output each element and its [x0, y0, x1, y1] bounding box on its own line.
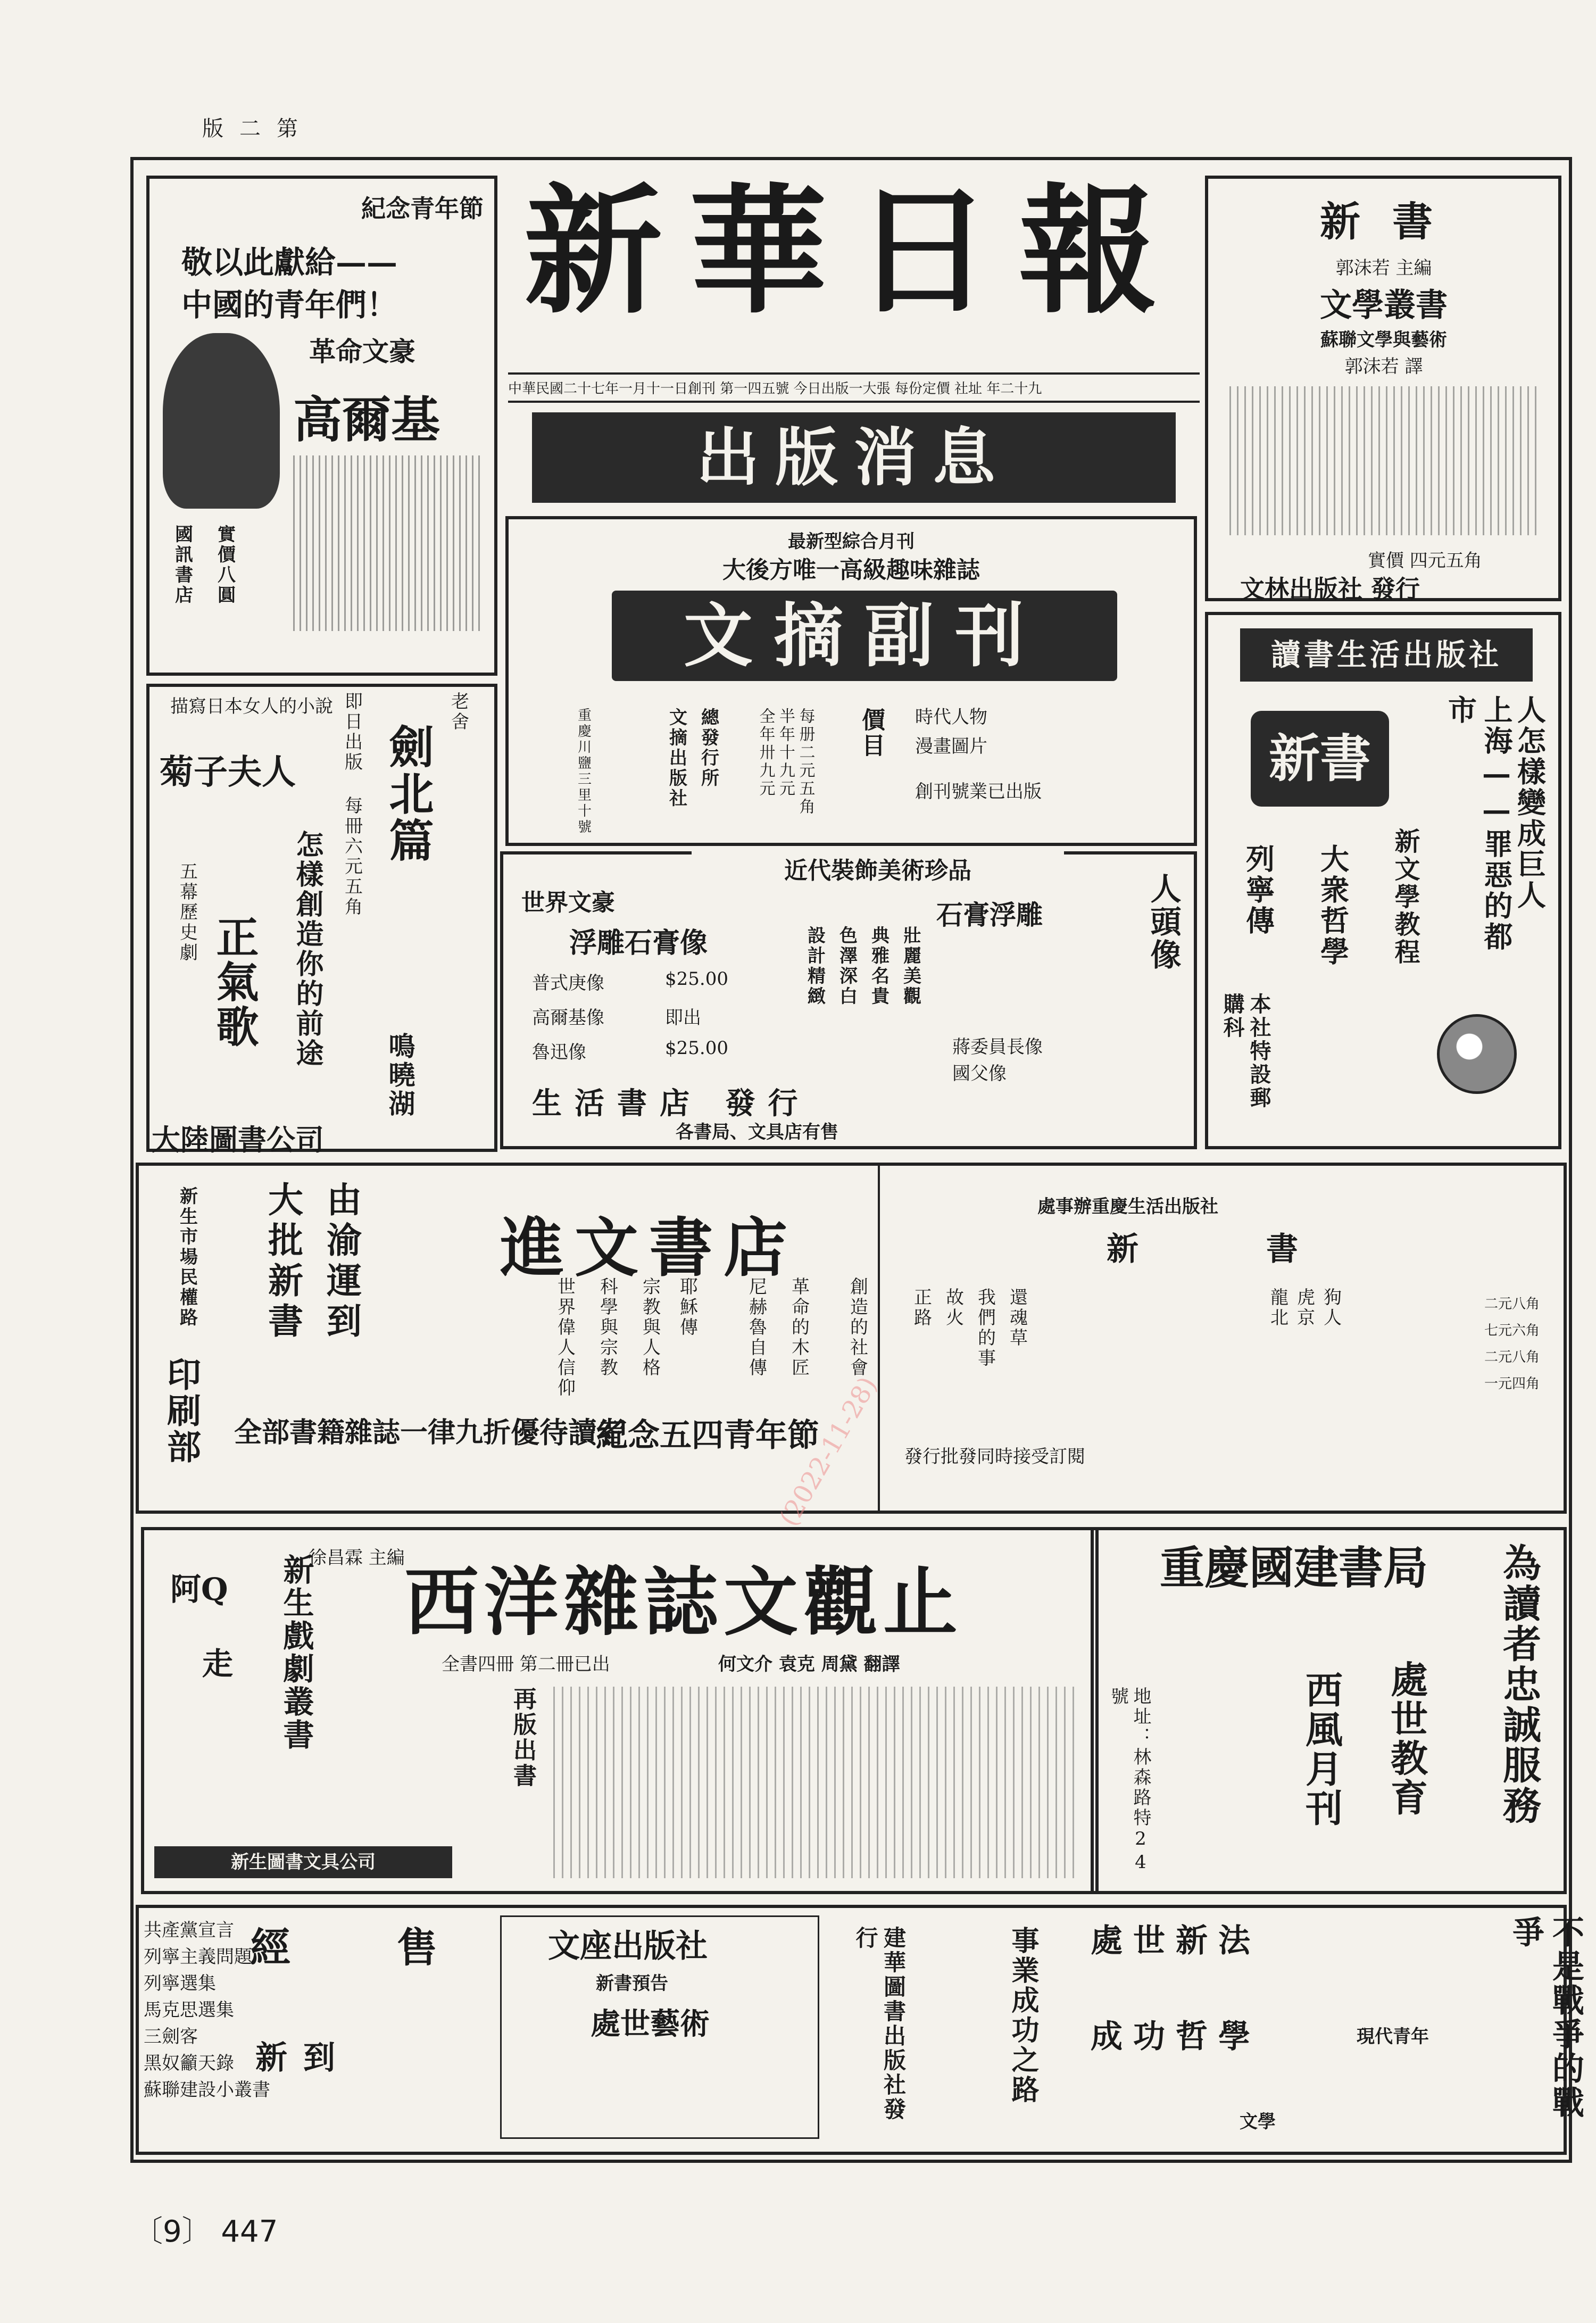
jing-heading: 經售 [250, 1924, 544, 1971]
jing-6: 黑奴籲天錄 [144, 2053, 234, 2074]
art-left-title: 世界文豪 [521, 889, 615, 916]
chuangzao-title: 怎樣創造你的前途 [291, 830, 323, 1068]
art-left-item-3: 魯迅像 [532, 1042, 586, 1063]
right-newbooks-line2: 文學叢書 [1320, 287, 1448, 324]
wenzhai-contents-2: 漫畫圖片 [915, 736, 987, 757]
art-left-price-2: 即出 [665, 1007, 701, 1028]
jinwen-label-2: 大批新書 [262, 1181, 304, 1343]
right-newbooks-line1: 郭沫若 主編 [1335, 258, 1432, 279]
xindao: 新到 [255, 2039, 351, 2077]
xiyang-aq: 阿Q [170, 1571, 228, 1607]
memorial-price: 實價八圓 [214, 525, 236, 605]
chongqing-title: 重慶國建書局 [1160, 1541, 1428, 1594]
dushu-t3: 新文學教程 [1390, 828, 1420, 966]
bio-name: 高爾基 [293, 391, 440, 449]
masthead-title: 新華日報 [524, 170, 1184, 333]
shenghuo-price-1: 二元八角 [1484, 1296, 1540, 1312]
art-feature-4: 設計精緻 [804, 926, 826, 1007]
jinwen-sub-2: 革命的木匠 [788, 1277, 810, 1378]
wenzhai-dist: 文摘出版社 [666, 708, 687, 809]
wenzhai-tagline: 大後方唯一高級趣味雜誌 [722, 557, 980, 584]
jinwen-sub-4: 耶穌傳 [676, 1277, 698, 1338]
jianhua: 建華圖書出版社發行 [852, 1926, 907, 2122]
jinwen-address: 新生市場民權路 [176, 1187, 198, 1328]
wenxue: 文學 [1240, 2111, 1276, 2133]
right-newbooks-panel [1205, 176, 1561, 601]
zhengqi-sub: 五幕歷史劇 [176, 862, 198, 963]
chongqing-m2: 處世教育 [1384, 1660, 1429, 1818]
art-sold-at: 各書局、文具店有售 [676, 1122, 838, 1143]
art-left-item-1: 普式庚像 [532, 973, 604, 994]
wenzhai-contents-3: 創刊號業已出版 [915, 781, 1042, 802]
xiyang-text [553, 1687, 1075, 1878]
jing-1: 共產黨宣言 [144, 1920, 234, 1941]
wenzhai-tagline-small: 最新型綜合月刊 [788, 531, 915, 552]
jinwen-slogan-2: 優待讀者 [511, 1415, 626, 1449]
xiyang-sub: 何文介 袁克 周黛 翻譯 [718, 1654, 900, 1675]
jinwen-print: 印刷部 [161, 1357, 201, 1465]
wenzuo-book: 處世藝術 [591, 2006, 710, 2042]
masthead-dateline: 中華民國二十七年一月十一日創刊 第一四五號 今日出版一大張 每份定價 社址 年二十九 [508, 372, 1200, 403]
jianbei-note: 即日出版 每冊六元五角 [341, 692, 363, 917]
portrait-image [163, 333, 280, 509]
jinwen-shop: 進文書店 [500, 1210, 798, 1285]
art-left-price-3: $25.00 [665, 1038, 728, 1059]
shenghuo-book-2: 虎京 [1293, 1288, 1315, 1328]
jinwen-slogan-3: 全部書籍雜誌一律九折 [234, 1416, 511, 1449]
kikuko-sub: 描寫日本女人的小說 [170, 696, 333, 717]
chushi-title: 處世新法 [1091, 1922, 1261, 1960]
right-newbooks-line3: 蘇聯文學與藝術 [1320, 329, 1447, 351]
chongqing-m1: 西風月刊 [1299, 1671, 1344, 1828]
xiyang-drama-ed: 徐昌霖 主編 [309, 1547, 405, 1569]
xiyang-note: 全書四冊 第二冊已出 [442, 1654, 610, 1675]
top-header-left: 版二第 [202, 117, 314, 141]
dalu-publisher: 大陸圖書公司 [152, 1123, 324, 1157]
jing-7: 蘇聯建設小叢書 [144, 2079, 270, 2101]
xiyang-reprint: 再版出書 [509, 1687, 536, 1789]
wenzhai-title: 文摘副刊 [612, 591, 1117, 681]
xiyang-bottom: 新生圖書文具公司 [154, 1846, 452, 1878]
right-newbooks-text [1229, 386, 1538, 535]
jinwen-label-1: 由渝運到 [320, 1181, 362, 1343]
xiandai: 現代青年 [1357, 2026, 1429, 2047]
jing-5: 三劍客 [144, 2026, 198, 2047]
chongqing-addr: 地址：林森路特24號 [1107, 1687, 1151, 1875]
kikuko-title: 菊子夫人 [160, 752, 296, 792]
shenghuo-book-3: 龍北 [1267, 1288, 1289, 1328]
xiyang-title: 西洋雜誌文觀止 [404, 1559, 963, 1646]
shenghuo-book-5: 我們的事 [974, 1288, 996, 1368]
dushu-service: 本社特設郵購科 [1220, 993, 1271, 1110]
jinwen-sub-5: 宗教與人格 [639, 1277, 661, 1378]
bio-title: 革命文豪 [309, 336, 415, 367]
shenghuo-badge: 新書 [1107, 1231, 1426, 1268]
memorial-heading: 紀念青年節 [361, 194, 484, 223]
dushu-panel [1205, 612, 1561, 1149]
art-right-item-2: 國父像 [952, 1063, 1007, 1084]
zhengqi-title: 正氣歌 [209, 915, 259, 1049]
dushu-heading: 讀書生活出版社 [1240, 628, 1533, 682]
wenzuo-title: 文座出版社 [548, 1928, 708, 1965]
watermark: (2022-11-28) [774, 1371, 883, 1532]
chenggong: 成功哲學 [1091, 2018, 1261, 2055]
art-feature-1: 壯麗美觀 [900, 926, 921, 1007]
xiaohu-title: 鳴曉湖 [384, 1032, 416, 1118]
wenzhai-price-label: 價目 [858, 708, 885, 759]
jinwen-sub-1: 創造的社會 [846, 1277, 868, 1378]
right-newbooks-line4: 郭沫若 譯 [1344, 356, 1423, 377]
dushu-t5: 列寧傳 [1241, 844, 1276, 936]
wenzhai-address: 重慶川鹽三里十號 [575, 708, 592, 835]
jianbei-author: 老舍 [447, 692, 469, 732]
jinwen-sub-7: 世界偉人信仰 [554, 1277, 576, 1398]
shenghuo-price-4: 一元四角 [1484, 1376, 1540, 1392]
jing-3: 列寧選集 [144, 1973, 216, 1994]
dushu-ball-icon [1437, 1014, 1517, 1094]
xiyang-zou: 走 [202, 1646, 234, 1682]
jianbei-title: 劍北篇 [382, 724, 435, 864]
wenzuo-sub: 新書預告 [596, 1973, 668, 1994]
jinwen-slogan-1b: 紀念五四青年節 [596, 1417, 819, 1454]
memorial-line-1: 敬以此獻給—— [181, 244, 398, 280]
memorial-line-2: 中國的青年們！ [181, 287, 398, 323]
shenghuo-book-4: 還魂草 [1006, 1288, 1028, 1348]
shenghuo-book-6: 故火 [942, 1288, 964, 1328]
shenghuo-heading: 處事辦重慶生活出版社 [1037, 1196, 1218, 1217]
art-right-title: 人頭像 [1145, 873, 1182, 972]
art-feature-3: 色澤深白 [836, 926, 858, 1007]
art-feature-2: 典雅名貴 [868, 926, 890, 1007]
right-newbooks-publisher: 文林出版社 發行 [1240, 575, 1420, 603]
jinwen-sub-6: 科學與宗教 [596, 1277, 618, 1378]
art-left-sub: 浮雕石膏像 [569, 927, 708, 959]
page-number: 〔9〕 447 [133, 2214, 278, 2249]
right-newbooks-price: 實價 四元五角 [1368, 550, 1482, 571]
art-right-sub: 石膏浮雕 [936, 899, 1043, 931]
memorial-publisher: 國訊書店 [171, 525, 193, 605]
jing-4: 馬克思選集 [144, 2000, 234, 2021]
wenzhai-price: 每册二元五角 半年十九元 全年卅九元 [756, 708, 815, 816]
xiyang-drama: 新生戲劇叢書 [278, 1554, 314, 1752]
not-war: 不是戰爭的戰爭 [1507, 1915, 1584, 2120]
art-left-item-2: 高爾基像 [532, 1007, 604, 1028]
dushu-t2: 上海——罪惡的都市 [1443, 695, 1514, 952]
art-left-price-1: $25.00 [665, 968, 728, 990]
shenghuo-book-7: 正路 [910, 1288, 932, 1328]
dushu-t4: 大衆哲學 [1316, 844, 1350, 967]
shenghuo-footer: 發行批發同時接受訂閱 [904, 1446, 1085, 1467]
shiye: 事業成功之路 [1007, 1926, 1039, 2105]
wenzhai-dist-label: 總發行所 [697, 708, 719, 789]
dushu-badge: 新書 [1251, 711, 1389, 807]
art-heading: 近代裝飾美術珍品 [692, 851, 1064, 885]
shenghuo-price-3: 二元八角 [1484, 1349, 1540, 1365]
shenghuo-divider [878, 1165, 880, 1511]
art-publisher: 生活書店 發行 [532, 1086, 811, 1121]
dushu-t1: 人怎樣變成巨人 [1512, 695, 1547, 911]
jinwen-sub-3: 尼赫魯自傳 [745, 1277, 767, 1378]
memorial-panel [146, 176, 497, 676]
shenghuo-price-2: 七元六角 [1484, 1323, 1540, 1339]
wenzhai-contents-1: 時代人物 [915, 707, 987, 728]
shenghuo-book-1: 狗人 [1320, 1288, 1342, 1328]
jing-2: 列寧主義問題 [144, 1946, 252, 1968]
right-newbooks-heading: 新書 [1320, 198, 1465, 245]
bio-text-block [293, 455, 485, 631]
banner-publishing-news: 出版消息 [532, 412, 1176, 503]
chongqing-side: 為讀者忠誠服務 [1497, 1543, 1542, 1826]
art-right-item-1: 蔣委員長像 [952, 1036, 1043, 1058]
